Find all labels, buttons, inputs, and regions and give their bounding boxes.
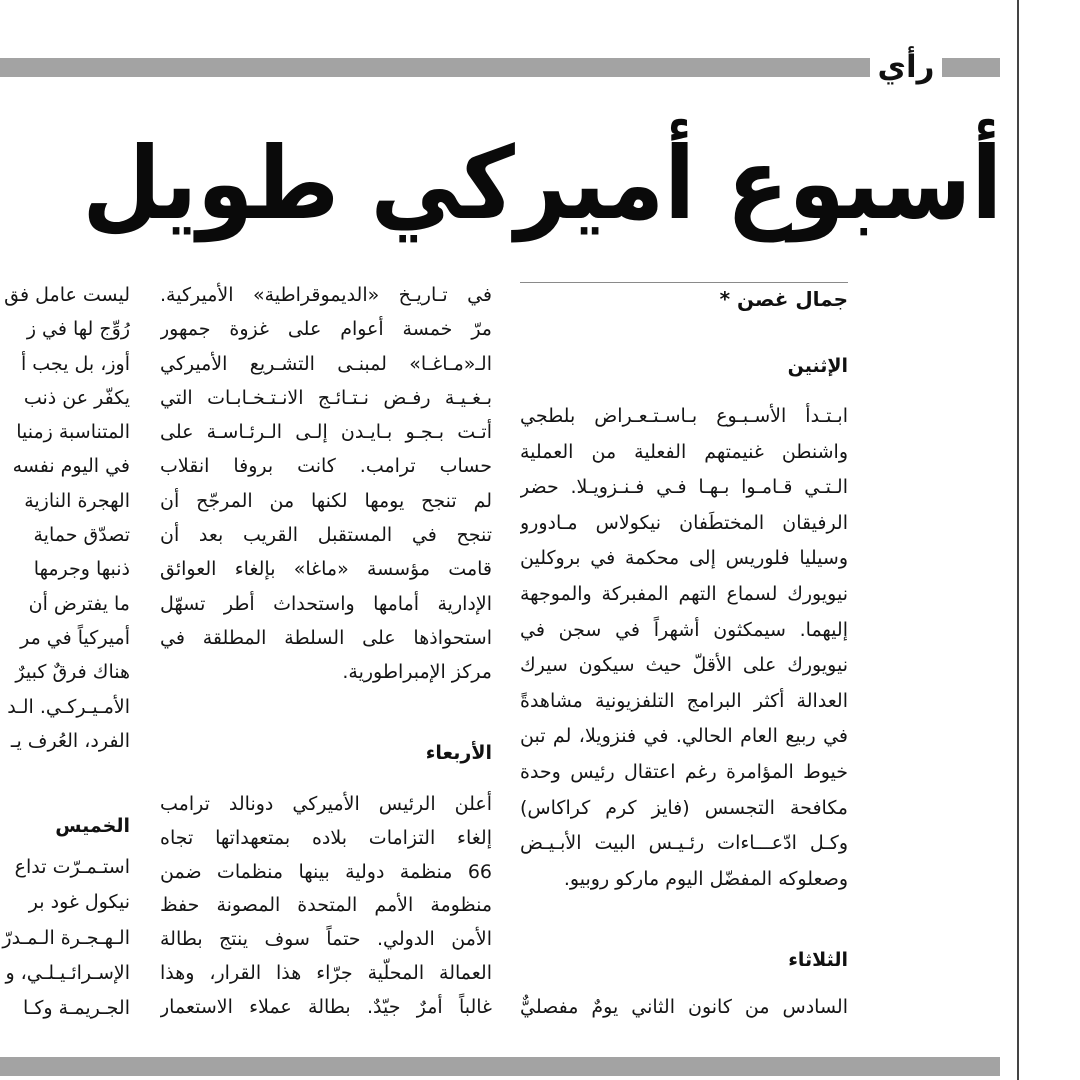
header-rule-right	[942, 58, 1000, 77]
body-line: أتـت بـجـو بـايـدن إلـى الـرئـاسـة على	[160, 421, 492, 444]
body-line: نيكول غود بر	[28, 891, 130, 914]
body-line: مكافحة التجسس (فايز كرم كراكاس)	[520, 796, 848, 819]
monday-text	[520, 399, 848, 897]
body-line: الإدارية أمامها واستحداث أطر تسهّل	[160, 592, 492, 615]
body-line: قامت مؤسسة «ماغا» بإلغاء العوائق	[160, 558, 492, 581]
thursday-text	[0, 850, 130, 1026]
body-line: إلغاء التزامات بلاده بمتعهداتها تجاه	[160, 826, 492, 849]
body-line: الجـريمـة وكـا	[22, 997, 130, 1020]
body-line: استـمـرّت تداع	[14, 856, 130, 878]
body-line: ما يفترض أن	[28, 592, 130, 615]
body-line: نيويورك على الأقلّ حيث سيكون سيرك	[520, 654, 848, 677]
day-heading-wednesday: الأربعاء	[425, 742, 492, 764]
body-line: الأمـيـركـي. الـد	[7, 695, 130, 718]
footer-rule	[0, 1057, 1000, 1076]
body-line: نيويورك لسماع التهم المفبركة والموجهة	[520, 582, 848, 605]
body-line: واشنطن غنيمتهم الفعلية من العملية	[520, 440, 848, 463]
wednesday-text	[160, 788, 492, 1025]
body-line: الإسـرائـيـلـي، و	[5, 961, 130, 984]
section-label: رأي	[877, 49, 935, 85]
body-line: الفرد، العُرف يـ	[10, 729, 130, 752]
body-line: الهجرة النازية	[24, 489, 130, 512]
body-line: تنجح في المستقبل القريب بعد أن	[160, 524, 492, 547]
body-line: وسيليا فلوريس إلى محكمة في بروكلين	[520, 547, 848, 570]
body-line: منظومة الأمم المتحدة المصونة حفظ	[160, 894, 492, 917]
body-line: يكفّر عن ذنب	[23, 386, 130, 409]
body-line: إليهما. سيمكثون أشهراً في سجن في	[520, 618, 848, 641]
left-intro-text	[0, 278, 130, 758]
body-line: لم تنجح يومها لكنها من المرجّح أن	[160, 489, 492, 512]
body-line: غالباً أمرٌ جيّدٌ. بطالة عملاء الاستعمار	[160, 995, 492, 1018]
body-line: تصدّق حماية	[33, 524, 130, 547]
body-line: مركز الإمبراطورية.	[342, 661, 492, 684]
body-line: حساب ترامب. كانت بروفا انقلاب	[160, 455, 492, 478]
body-line: المتناسبة زمنيا	[16, 421, 130, 444]
body-line: الـ«مـاغـا» لمبنـى التشـريع الأميركي	[160, 352, 492, 375]
body-line: استحواذها على السلطة المطلقة في	[160, 626, 492, 649]
body-line: ليست عامل فق	[4, 284, 130, 306]
body-line: الـتـي قـامـوا بـهـا فـي فـنـزويـلا. حضر	[520, 476, 848, 499]
body-line: ذنبها وجرمها	[33, 558, 130, 581]
author-byline: جمال غصن *	[719, 287, 848, 311]
headline	[82, 118, 1002, 250]
body-line: العدالة أكثر البرامج التلفزيونية مشاهدةً	[520, 689, 848, 712]
body-line: السادس من كانون الثاني يومٌ مفصليٌّ	[520, 996, 848, 1018]
body-line: هناك فرقٌ كبيرٌ	[15, 661, 130, 684]
body-line: أعلن الرئيس الأميركي دونالد ترامب	[160, 793, 492, 815]
body-line: 66 منظمة دولية بينها منظمات ضمن	[160, 860, 492, 883]
tuesday-text	[520, 990, 848, 1024]
body-line: العمالة المحلّية جرّاء هذا القرار، وهذا	[160, 961, 492, 984]
body-line: الـهـجـرة الـمـدرّ	[2, 926, 130, 949]
body-line: في تـاريـخ «الديموقراطية» الأميركية.	[160, 284, 492, 306]
body-line: أوز، بل يجب أ	[20, 352, 130, 375]
body-line: الرفيقان المختطَفان نيكولاس مـادورو	[520, 511, 848, 534]
body-line: ابـتـدأ الأسـبـوع بـاسـتـعـراض بلطجي	[520, 405, 848, 427]
body-line: الأمن الدولي. حتماً سوف ينتج بطالة	[160, 928, 492, 951]
day-heading-thursday: الخميس	[55, 815, 130, 837]
body-line: خيوط المؤامرة رغم اعتقال رئيس وحدة	[520, 760, 848, 783]
body-line: وصعلوكه المفضّل اليوم ماركو روبيو.	[563, 867, 848, 890]
body-line: رُوِّج لها في ز	[26, 318, 130, 341]
body-line: بـغـيـة رفـض نـتـائـج الانـتـخـابـات التي	[160, 386, 492, 409]
day-heading-monday: الإثنين	[787, 355, 848, 377]
body-line: في ربيع العام الحالي. في فنزويلا، لم تبن	[520, 725, 848, 748]
body-line: أميركياً في مر	[20, 626, 130, 649]
body-line: مرّ خمسة أعوام على غزوة جمهور	[160, 318, 492, 341]
middle-intro-text	[160, 278, 492, 690]
day-heading-tuesday: الثلاثاء	[788, 949, 848, 971]
headline-text: أسبوع أميركي طويل	[82, 125, 1002, 242]
body-line: في اليوم نفسه	[12, 455, 130, 478]
body-line: وكـل ادّعـــاءات رئـيـس البيت الأبـيـض	[520, 832, 848, 855]
header-rule-left	[0, 58, 870, 77]
author-rule	[520, 282, 848, 283]
page-edge-divider	[1017, 0, 1019, 1080]
